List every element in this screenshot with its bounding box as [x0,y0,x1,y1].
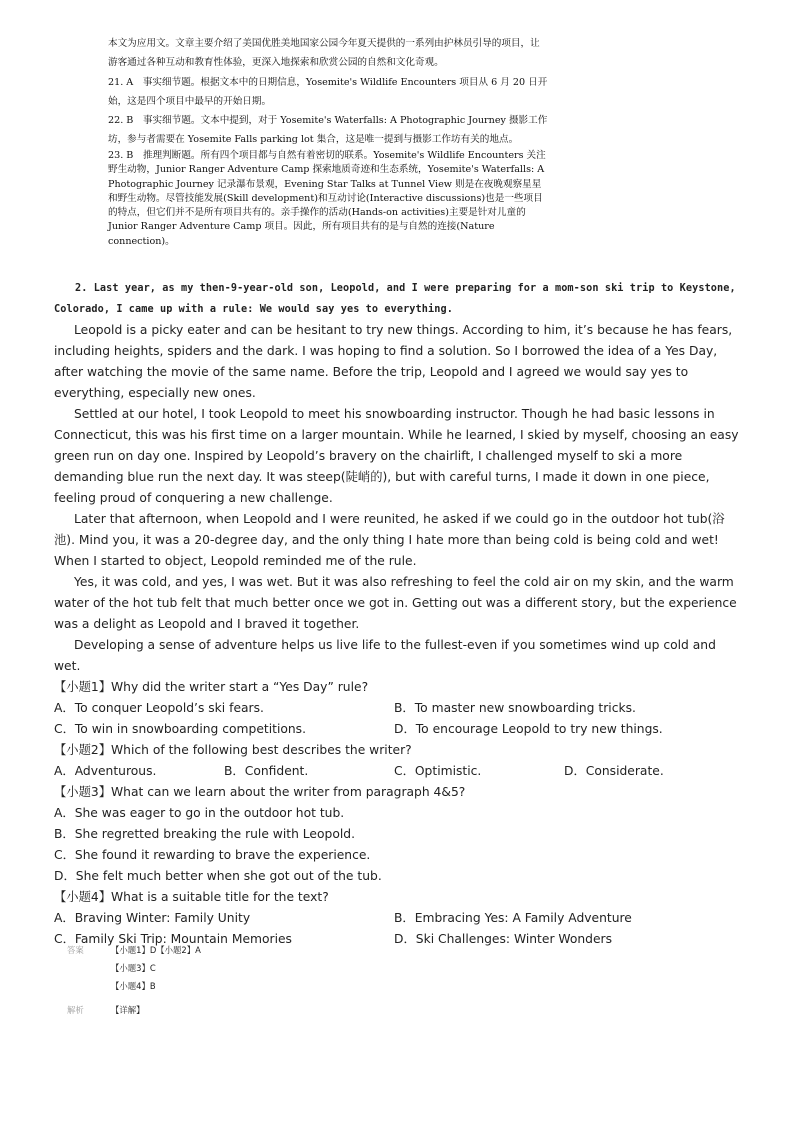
passage-first-paragraph: 2. Last year, as my then-9-year-old son, Leopold, and I were preparing for a mom-son ski trip to Keystone, Colorado, I came up with a rule: We would say yes to everything. [54,283,736,315]
question-2-option-a: A．Adventurous. [54,764,157,778]
question-4-option-c: C．Family Ski Trip: Mountain Memories [54,932,292,946]
analysis-block [67,1004,145,1016]
answer-line-3: 【小题4】B [111,981,156,991]
answer-label: 答案 [67,945,84,955]
passage-paragraph-6: Developing a sense of adventure helps us live life to the fullest-even if you sometimes wind up cold and wet. [54,638,716,673]
question-2-option-d: D．Considerate. [564,764,664,778]
answer-lines [111,944,201,998]
question-3-option-d: D．She felt much better when she got out of the tub. [54,869,382,883]
analysis-label: 解析 [67,1005,84,1015]
answer-line-1: 【小题1】D【小题2】A [111,945,201,955]
question-1-options-row-1 [54,698,744,719]
question-2-option-c: C．Optimistic. [394,764,482,778]
question-1-option-c: C．To win in snowboarding competitions. [54,722,306,736]
question-3-option-c: C．She found it rewarding to brave the experience. [54,848,371,862]
passage-paragraph-5: Yes, it was cold, and yes, I was wet. But it was also refreshing to feel the cold air on my skin, and the warm water of the hot tub felt that much better once we got in. Getting out was a different story, but the experience was a delight as Leopold and I braved it together. [54,575,737,631]
question-1-stem: 【小题1】Why did the writer start a “Yes Day” rule? [54,680,369,694]
answer-line-2: 【小题3】C [111,963,156,973]
question-3-stem: 【小题3】What can we learn about the writer from paragraph 4&5? [54,785,466,799]
question-1-option-b: B．To master new snowboarding tricks. [394,701,636,715]
question-2-option-b: B．Confident. [224,764,309,778]
question-1-option-d: D．To encourage Leopold to try new things. [394,722,663,736]
question-4-stem: 【小题4】What is a suitable title for the text? [54,890,329,904]
question-4-option-d: D．Ski Challenges: Winter Wonders [394,932,612,946]
question-3-option-b: B．She regretted breaking the rule with Leopold. [54,827,355,841]
explanation-intro: 本文为应用文。文章主要介绍了美国优胜美地国家公园今年夏天提供的一系列由护林员引导的项目，让游客通过各种互动和教育性体验，更深入地探索和欣赏公园的自然和文化奇观。 [108,38,540,68]
question-3-option-a: A．She was eager to go in the outdoor hot tub. [54,806,345,820]
question-4-option-b: B．Embracing Yes: A Family Adventure [394,911,632,925]
explanation-q23: 23. B 推理判断题。所有四个项目都与自然有着密切的联系。Yosemite's Wildlife Encounters 关注野生动物，Junior Ranger Adventure Camp 探索地质奇迹和生态系统，Yosemite's Waterfalls: A Photographic Journey 记录瀑布景观，Evening Star Talks at Tunnel View 则是在夜晚观察星星和野生动物。尽管技能发展(Skill development)和互动讨论(Interactive discussions)也是一些项目的特点，但它们并不是所有项目共有的。亲手操作的活动(Hands-on activities)主要是针对儿童的 Junior Ranger Adventure Camp 项目。因此，所有项目共有的是与自然的连接(Nature connection)。 [108,150,546,247]
question-4-option-a: A．Braving Winter: Family Unity [54,911,251,925]
explanation-q21: 21. A 事实细节题。根据文本中的日期信息，Yosemite's Wildlife Encounters 项目从 6 月 20 日开始，这是四个项目中最早的开始日期。 [108,77,548,107]
passage-paragraph-2: Leopold is a picky eater and can be hesitant to try new things. According to him, it’s because he has fears, including heights, spiders and the dark. I was hoping to find a solution. So I borrowed the idea of a Yes Day, after watching the movie of the same name. Before the trip, Leopold and I agreed we would say yes to everything, especially new ones. [54,323,733,400]
question-4-options-row-1 [54,908,744,929]
explanation-block [108,34,548,249]
explanation-q22: 22. B 事实细节题。文本中提到，对于 Yosemite's Waterfalls: A Photographic Journey 摄影工作坊，参与者需要在 Yosemite Falls parking lot 集合，这是唯一提到与摄影工作坊有关的地点。 [108,115,548,145]
reading-passage [54,278,744,950]
passage-paragraph-3: Settled at our hotel, I took Leopold to meet his snowboarding instructor. Though he had basic lessons in Connecticut, this was his first time on a larger mountain. While he learned, I skied by myself, choosing an easy green run on day one. Inspired by Leopold’s bravery on the chairlift, I challenged myself to ski a more demanding blue run the next day. It was steep(陡峭的), but with careful turns, I made it down in one piece, feeling proud of conquering a new challenge. [54,407,739,505]
question-1-option-a: A．To conquer Leopold’s ski fears. [54,701,264,715]
analysis-text: 【详解】 [111,1005,145,1015]
question-2-options [54,761,744,782]
question-2-stem: 【小题2】Which of the following best describes the writer? [54,743,412,757]
passage-paragraph-4: Later that afternoon, when Leopold and I were reunited, he asked if we could go in the outdoor hot tub(浴池). Mind you, it was a 20-degree day, and the only thing I hate more than being cold is being cold and wet! When I started to object, Leopold reminded me of the rule. [54,512,725,568]
question-1-options-row-2 [54,719,744,740]
